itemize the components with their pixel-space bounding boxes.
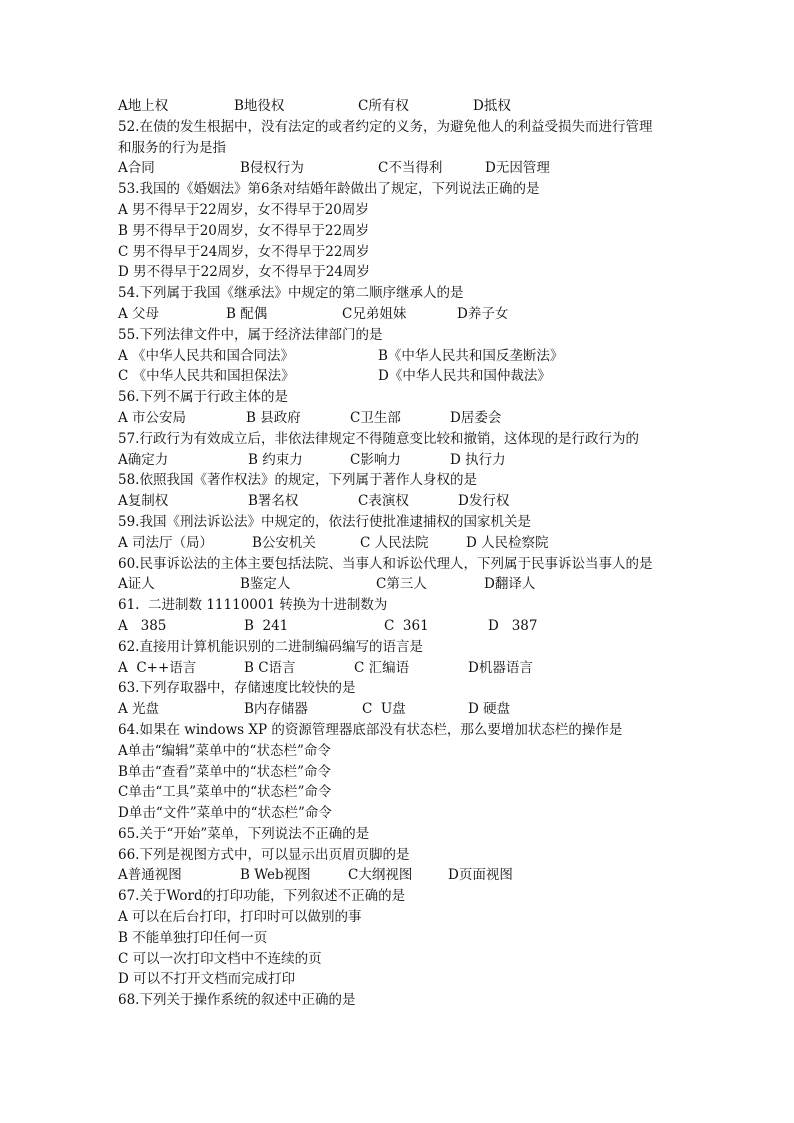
option-text: C 361 xyxy=(384,617,429,634)
option-text: C 汇编语 xyxy=(354,659,410,676)
option-text: A证人 xyxy=(118,576,155,593)
text-line: 56.下列不属于行政主体的是 xyxy=(118,389,288,406)
text-line: D 可以不打开文档而完成打印 xyxy=(118,971,296,988)
text-line: 68.下列关于操作系统的叙述中正确的是 xyxy=(118,992,356,1009)
option-text: A 父母 xyxy=(118,305,160,322)
option-text: B地役权 xyxy=(234,98,285,114)
text-line: C单击“工具”菜单中的“状态栏”命令 xyxy=(118,784,332,801)
option-text: B 县政府 xyxy=(246,409,301,426)
option-text: C不当得利 xyxy=(378,160,443,177)
options-line xyxy=(118,491,678,512)
text-line: A单击“编辑”菜单中的“状态栏”命令 xyxy=(118,742,331,759)
option-text: D机器语言 xyxy=(468,659,533,676)
option-text: A 385 xyxy=(118,617,167,634)
option-text: C U盘 xyxy=(362,701,406,718)
option-text: C所有权 xyxy=(358,98,409,114)
option-text: A合同 xyxy=(118,160,155,177)
options-line xyxy=(118,865,678,886)
option-text: B侵权行为 xyxy=(240,160,304,177)
text-line: 61. 二进制数 11110001 转换为十进制数为 xyxy=(118,597,388,614)
option-text: C卫生部 xyxy=(350,409,401,426)
option-text: C 人民法院 xyxy=(360,534,429,551)
text-line: A 可以在后台打印，打印时可以做别的事 xyxy=(118,909,362,926)
option-text: A普通视图 xyxy=(118,867,182,884)
text-line: 58.依照我国《著作权法》的规定，下列属于著作人身权的是 xyxy=(118,472,477,489)
text-line: A 男不得早于22周岁，女不得早于20周岁 xyxy=(118,201,369,218)
option-text: B 配偶 xyxy=(226,305,268,322)
option-text: A确定力 xyxy=(118,451,169,468)
option-text: B鉴定人 xyxy=(240,576,291,593)
option-text: C 《中华人民共和国担保法》 xyxy=(118,368,295,385)
text-line: 65.关于“开始”菜单，下列说法不正确的是 xyxy=(118,825,370,842)
text-line: 52.在债的发生根据中，没有法定的或者约定的义务，为避免他人的利益受损失而进行管理 xyxy=(118,118,653,135)
option-text: B Web视图 xyxy=(240,867,311,884)
text-line: D 男不得早于22周岁，女不得早于24周岁 xyxy=(118,264,370,281)
option-text: B内存储器 xyxy=(244,701,308,718)
option-text: A 市公安局 xyxy=(118,409,187,426)
option-text: D 人民检察院 xyxy=(466,534,549,551)
options-line xyxy=(118,616,678,637)
options-line xyxy=(118,699,678,720)
option-text: D 硬盘 xyxy=(468,701,511,718)
text-line: 64.如果在 windows XP 的资源管理器底部没有状态栏，那么要增加状态栏的操作是 xyxy=(118,721,623,738)
text-line: C 可以一次打印文档中不连续的页 xyxy=(118,950,322,967)
option-text: D发行权 xyxy=(458,493,510,510)
option-text: A复制权 xyxy=(118,493,169,510)
option-text: C第三人 xyxy=(376,576,427,593)
options-line xyxy=(118,658,678,679)
text-line: D单击“文件”菜单中的“状态栏”命令 xyxy=(118,805,332,822)
option-text: D养子女 xyxy=(457,305,509,322)
text-line: C 男不得早于24周岁，女不得早于22周岁 xyxy=(118,243,370,260)
text-line: 67.关于Word的打印功能，下列叙述不正确的是 xyxy=(118,888,406,905)
text-line: 60.民事诉讼法的主体主要包括法院、当事人和诉讼代理人，下列属于民事诉讼当事人的是 xyxy=(118,555,653,572)
option-text: A 光盘 xyxy=(118,701,160,718)
options-line xyxy=(118,450,678,471)
option-text: D居委会 xyxy=(450,409,502,426)
option-text: C表演权 xyxy=(358,493,409,510)
option-text: C兄弟姐妹 xyxy=(342,305,407,322)
option-text: B 241 xyxy=(244,617,289,634)
text-line: B单击“查看”菜单中的“状态栏”命令 xyxy=(118,763,332,780)
text-line: 63.下列存取器中，存储速度比较快的是 xyxy=(118,680,356,697)
option-text: A地上权 xyxy=(118,98,169,114)
options-line xyxy=(118,574,678,595)
option-text: C大纲视图 xyxy=(348,867,413,884)
options-line xyxy=(118,366,678,387)
option-text: D抵权 xyxy=(473,98,511,114)
text-line: 66.下列是视图方式中，可以显示出页眉页脚的是 xyxy=(118,846,410,863)
option-text: A C++语言 xyxy=(118,659,197,676)
text-line: 62.直接用计算机能识别的二进制编码编写的语言是 xyxy=(118,638,423,655)
option-text: D页面视图 xyxy=(448,867,513,884)
option-text: B公安机关 xyxy=(252,534,316,551)
option-text: D 387 xyxy=(488,617,538,634)
options-line xyxy=(118,346,678,367)
option-text: D无因管理 xyxy=(485,160,550,177)
text-line: 57.行政行为有效成立后，非依法律规定不得随意变比较和撤销，这体现的是行政行为的 xyxy=(118,430,639,447)
text-line: 53.我国的《婚姻法》第6条对结婚年龄做出了规定，下列说法正确的是 xyxy=(118,181,540,198)
option-text: B署名权 xyxy=(248,493,299,510)
text-line: 55.下列法律文件中，属于经济法律部门的是 xyxy=(118,326,383,343)
options-line xyxy=(118,408,678,429)
options-line xyxy=(118,533,678,554)
text-line: B 男不得早于20周岁，女不得早于22周岁 xyxy=(118,222,370,239)
option-text: B《中华人民共和国反垄断法》 xyxy=(378,347,564,364)
option-text: C影响力 xyxy=(350,451,401,468)
text-line: 和服务的行为是指 xyxy=(118,139,226,156)
options-line xyxy=(118,158,678,179)
option-text: D《中华人民共和国仲裁法》 xyxy=(378,368,551,385)
options-line xyxy=(118,304,678,325)
text-line: B 不能单独打印任何一页 xyxy=(118,929,268,946)
option-text: D翻译人 xyxy=(484,576,536,593)
options-line xyxy=(118,96,678,117)
option-text: A 司法厅（局） xyxy=(118,534,214,551)
option-text: B 约束力 xyxy=(248,451,303,468)
text-line: 54.下列属于我国《继承法》中规定的第二顺序继承人的是 xyxy=(118,285,464,302)
option-text: B C语言 xyxy=(244,659,296,676)
text-line: 59.我国《刑法诉讼法》中规定的，依法行使批准逮捕权的国家机关是 xyxy=(118,513,531,530)
option-text: D 执行力 xyxy=(450,451,506,468)
option-text: A 《中华人民共和国合同法》 xyxy=(118,347,295,364)
document-page xyxy=(118,96,678,1011)
